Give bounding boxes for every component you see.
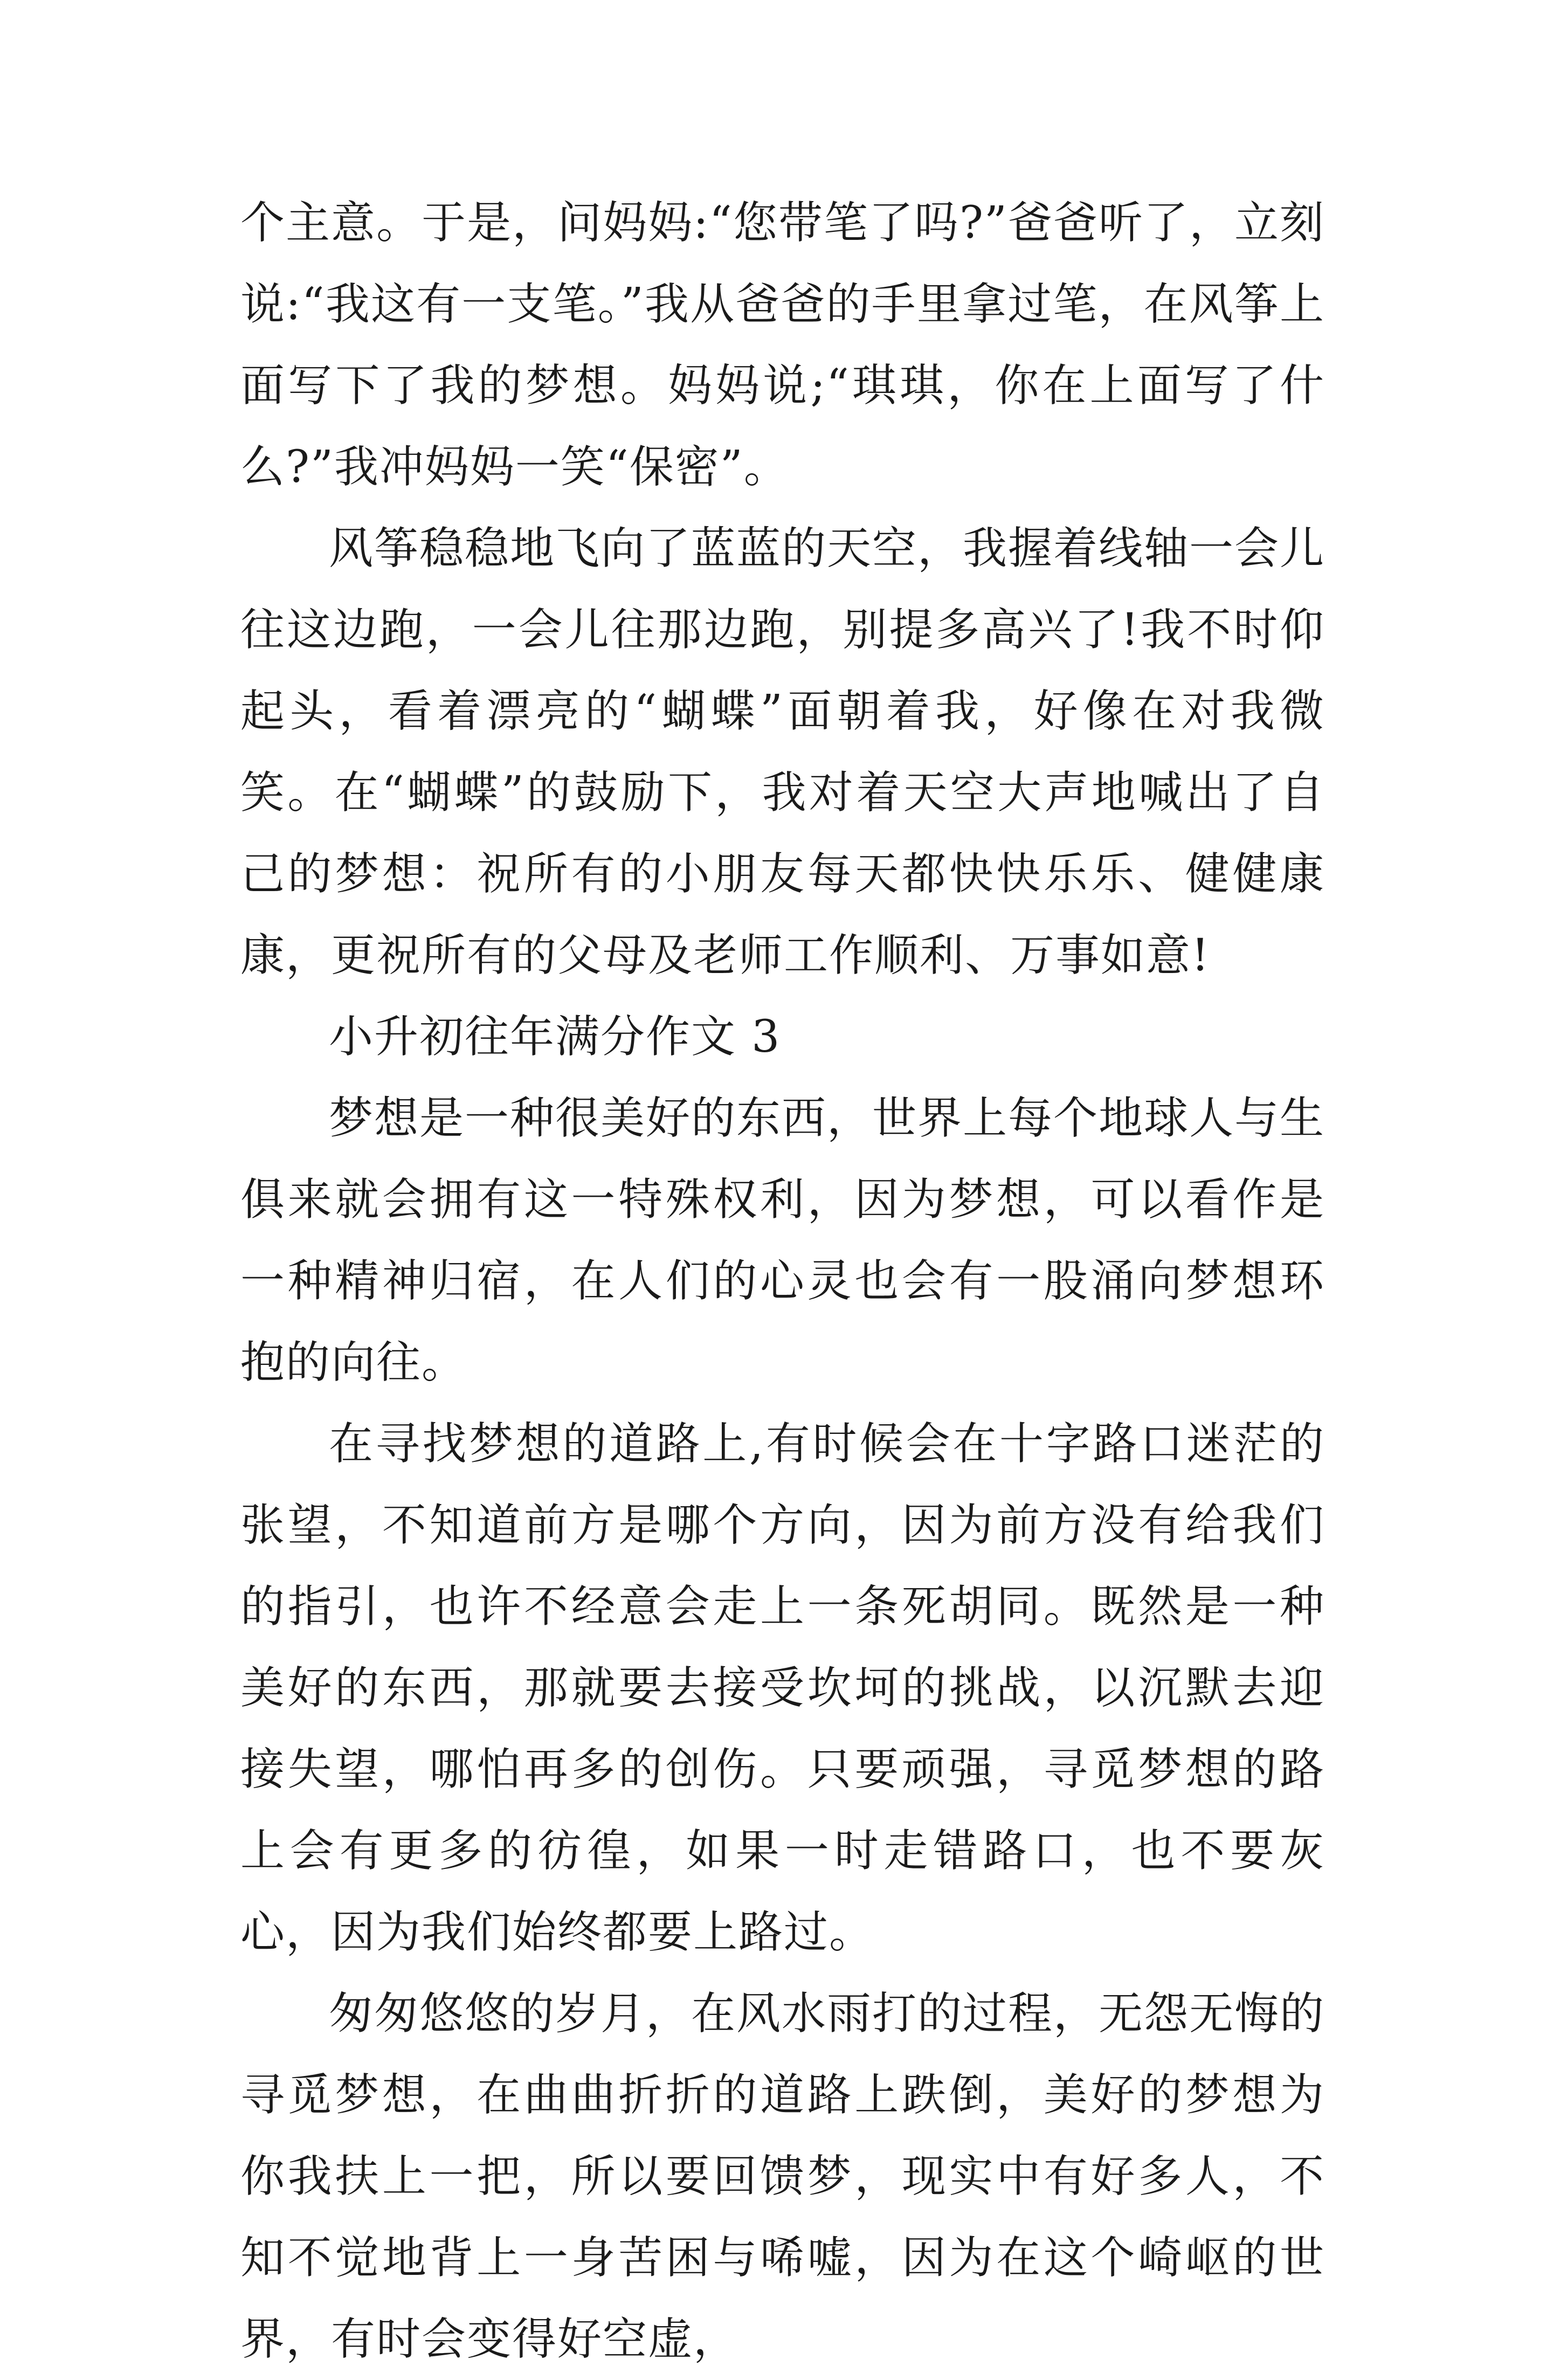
paragraph-4: 在寻找梦想的道路上,有时候会在十字路口迷茫的张望，不知道前方是哪个方向，因为前方没有给我们的指引，也许不经意会走上一条死胡同。既然是一种美好的东西，那就要去接受坎坷的挑战，以沉默去迎接失望，哪怕再多的创伤。只要顽强，寻觅梦想的路上会有更多的彷徨，如果一时走错路口，也不要灰心，因为我们始终都要上路过。	[240, 1418, 1325, 1958]
paragraph-5: 匆匆悠悠的岁月，在风水雨打的过程，无怨无悔的寻觅梦想，在曲曲折折的道路上跌倒，美好的梦想为你我扶上一把，所以要回馈梦，现实中有好多人，不知不觉地背上一身苦困与唏嘘，因为在这个崎岖的世界，有时会变得好空虚，	[240, 1988, 1326, 2365]
paragraph-2: 风筝稳稳地飞向了蓝蓝的天空，我握着线轴一会儿往这边跑，一会儿往那边跑，别提多高兴了!我不时仰起头，看着漂亮的“蝴蝶”面朝着我，好像在对我微笑。在“蝴蝶”的鼓励下，我对着天空大声地喊出了自己的梦想：祝所有的小朋友每天都快快乐乐、健健康康，更祝所有的父母及老师工作顺利、万事如意!	[240, 523, 1326, 981]
section-heading: 小升初往年满分作文 3	[329, 1011, 781, 1063]
document-body	[240, 182, 1325, 2380]
paragraph-1: 个主意。于是，问妈妈:“您带笔了吗?”爸爸听了，立刻说:“我这有一支笔。”我从爸爸的手里拿过笔，在风筝上面写下了我的梦想。妈妈说;“琪琪，你在上面写了什么?”我冲妈妈一笑“保密”。	[240, 197, 1325, 493]
paragraph-3: 梦想是一种很美好的东西，世界上每个地球人与生俱来就会拥有这一特殊权利，因为梦想，可以看作是一种精神归宿，在人们的心灵也会有一股涌向梦想环抱的向往。	[240, 1093, 1326, 1388]
